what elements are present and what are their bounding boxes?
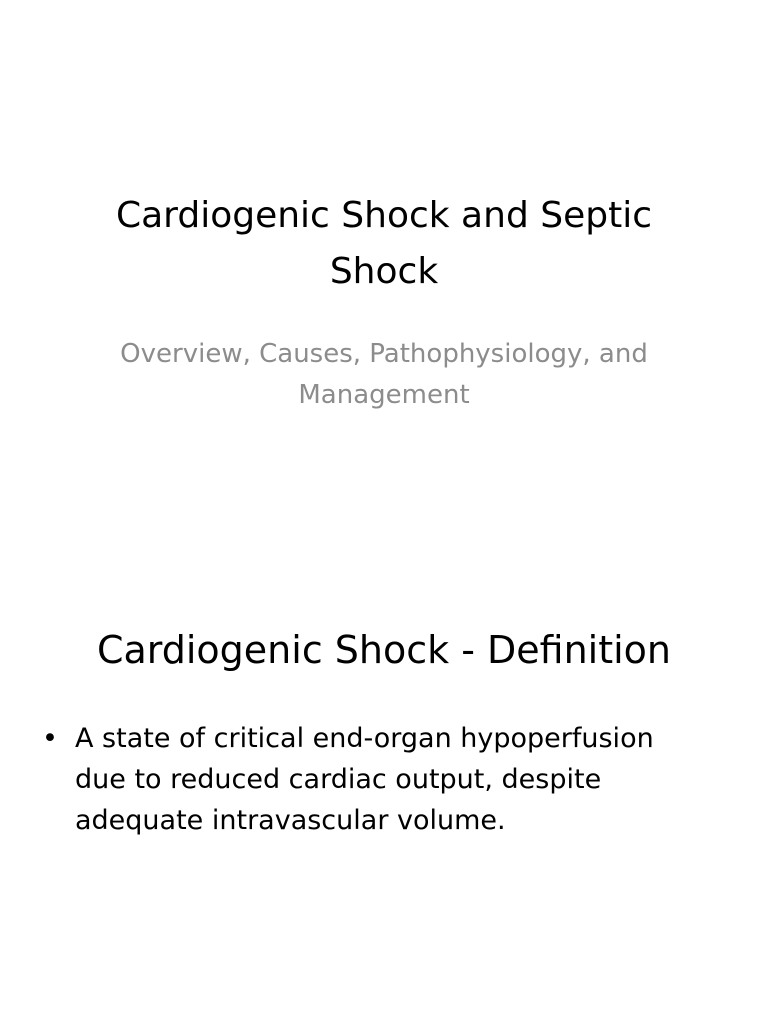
slide-title: Cardiogenic Shock and Septic Shock <box>115 195 652 292</box>
definition-slide <box>0 576 768 1024</box>
bullet-item <box>40 718 700 841</box>
bullet-icon: • <box>42 723 58 754</box>
bullet-text: A state of critical end-organ hypoperfusion due to reduced cardiac output, despite adequate intravascular volume. <box>75 723 654 836</box>
bullet-list <box>40 718 700 841</box>
slide-subtitle: Overview, Causes, Pathophysiology, and Management <box>120 339 648 410</box>
slide-title: Cardiogenic Shock - Definition <box>96 628 672 672</box>
